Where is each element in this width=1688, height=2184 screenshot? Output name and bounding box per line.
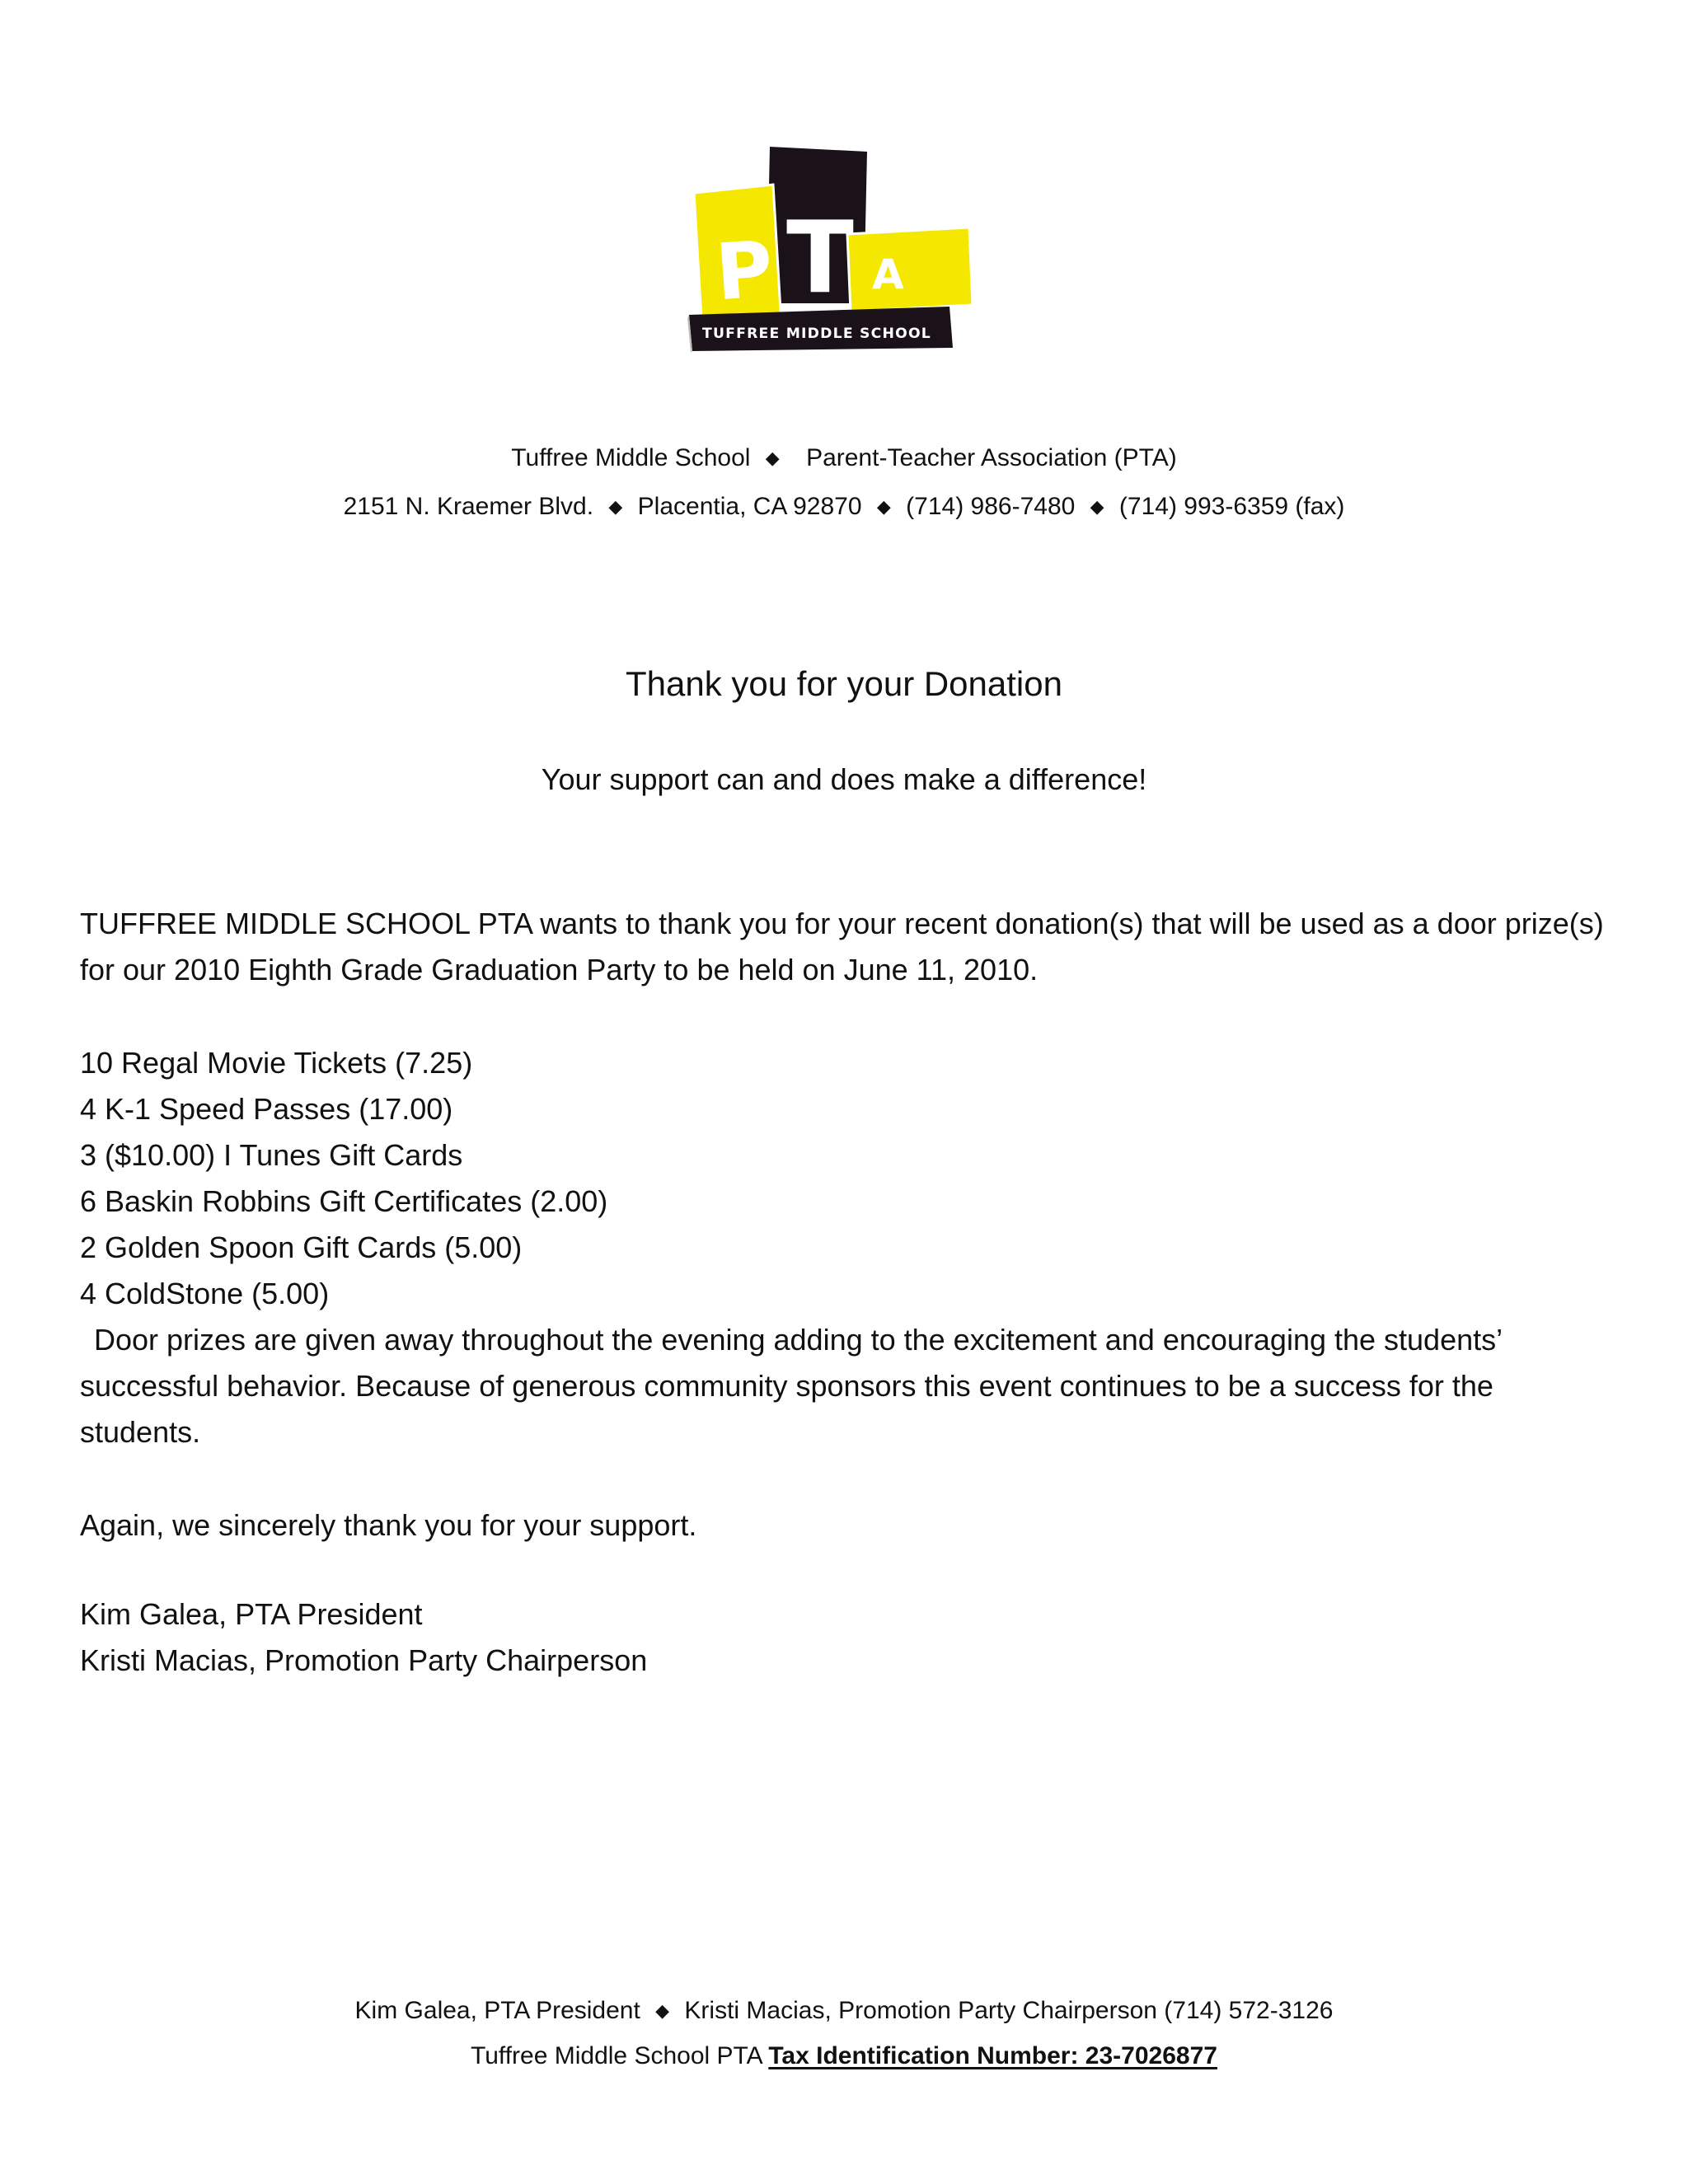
diamond-icon: ◆	[876, 496, 891, 517]
intro-paragraph: TUFFREE MIDDLE SCHOOL PTA wants to thank you for your recent donation(s) that will be used as a door prize(s) for our 2010 Eighth Grade Graduation Party to be held on June 11, 2010.	[80, 907, 1604, 987]
logo-school-name: TUFFREE MIDDLE SCHOOL	[702, 326, 931, 342]
letterhead-address: 2151 N. Kraemer Blvd.	[343, 493, 594, 520]
page-subtitle: Your support can and does make a difference!	[541, 762, 1147, 796]
logo-letter-a: A	[872, 251, 904, 298]
signature-block	[80, 1591, 1613, 1684]
letterhead-phone: (714) 986-7480	[906, 493, 1076, 520]
diamond-icon: ◆	[1090, 496, 1104, 517]
donation-list	[80, 1040, 1613, 1317]
footer-org: Tuffree Middle School PTA	[471, 2042, 762, 2069]
door-prizes-text: Door prizes are given away throughout the evening adding to the excitement and encouraging the students’ successful behavior. Because of generous community sponsors this event continues to be a success for the students.	[80, 1323, 1502, 1449]
signer-chair: Kristi Macias, Promotion Party Chairperson	[80, 1643, 648, 1677]
list-item: 3 ($10.00) I Tunes Gift Cards	[80, 1138, 463, 1172]
letterhead-fax: (714) 993-6359 (fax)	[1118, 493, 1345, 520]
list-item: 2 Golden Spoon Gift Cards (5.00)	[80, 1230, 523, 1264]
footer-chair: Kristi Macias, Promotion Party Chairperson (714) 572-3126	[684, 1997, 1334, 2024]
list-item: 4 ColdStone (5.00)	[80, 1277, 330, 1310]
list-item: 4 K-1 Speed Passes (17.00)	[80, 1092, 453, 1126]
diamond-icon: ◆	[608, 496, 623, 517]
diamond-icon: ◆	[655, 2000, 670, 2021]
signer-president: Kim Galea, PTA President	[80, 1597, 423, 1631]
logo-letter-t: T	[786, 201, 854, 316]
page-title: Thank you for your Donation	[626, 664, 1062, 703]
letterhead-assoc: Parent-Teacher Association (PTA)	[806, 444, 1177, 471]
tax-id: Tax Identification Number: 23-7026877	[768, 2042, 1217, 2069]
letterhead-city: Placentia, CA 92870	[637, 493, 862, 520]
list-item: 10 Regal Movie Tickets (7.25)	[80, 1046, 473, 1080]
door-prizes-paragraph	[80, 1317, 1613, 1455]
letterhead-line-2	[0, 492, 1688, 522]
letterhead-line-1	[0, 443, 1688, 473]
footer-president: Kim Galea, PTA President	[354, 1997, 640, 2024]
list-item: 6 Baskin Robbins Gift Certificates (2.00)	[80, 1184, 608, 1218]
pta-logo	[684, 142, 973, 356]
thanks-paragraph: Again, we sincerely thank you for your support.	[80, 1508, 697, 1542]
footer-line-1	[0, 1996, 1688, 2026]
logo-letter-p: P	[712, 224, 776, 319]
footer-line-2	[0, 2041, 1688, 2071]
diamond-icon: ◆	[765, 448, 780, 468]
letterhead-org: Tuffree Middle School	[511, 444, 751, 471]
